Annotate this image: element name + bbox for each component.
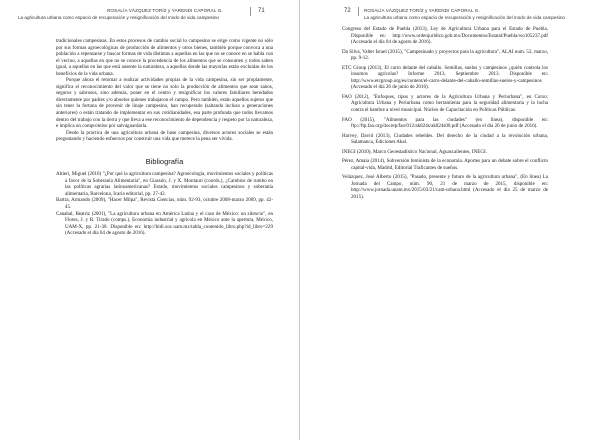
reference-entry: Da Silva, Valter Israel (2015), "Campesinado y proyectos para la agricultura", ALAI num. 52, marzo, pp. 9-12. xyxy=(342,48,548,62)
header-divider xyxy=(250,7,251,16)
reference-entry: ETC Group (2013), El carro delante del caballo. Semillas, suelos y campesinos ¿quién controla los insumos agrícolas? Informe 2013, Septiembre 2013. Disponible en: http://www.etcgroup.org/es/content/el-carro-delante-del-caballo-semillas-suelos-y-campesinos (Accesado el día 26 de junio de 2016). xyxy=(342,64,548,91)
running-header-subtitle: La agricultura urbana como espacio de recuperación y resignificación del modo de vida campesino xyxy=(18,15,219,20)
running-header-authors: ROSALÍA VÁZQUEZ TORÍZ y YARENDI CAPORAL G. xyxy=(364,8,480,13)
reference-entry: Bartra, Armando (2009), "Hacer Milpa", Revista Ciencias, núm. 92-93, octubre 2008-marzo 2009, pp. 42-45. xyxy=(56,197,273,211)
page-number: 72 xyxy=(344,8,351,14)
reference-entry: FAO (2015), "Alimentos para las ciudades" (en línea), disponible en: ftp://ftp.fao.org/docrep/fao/012/ak824s/ak824s00.pdf (Accesado el día 26 de junio de 2016). xyxy=(342,116,548,130)
reference-entry: Congreso del Estado de Puebla (2013), Ley de Agricultura Urbana para el Estado de Puebla, Disponible en: http://www.ordenjuridico.gob.mx/Documentos/Estatal/Puebla/wo105237.pdf (Accesado el día 04 de agosto de 2016). xyxy=(342,26,548,46)
header-divider xyxy=(358,7,359,16)
paragraph: tradicionales campesinas. En estos procesos de cambio social lo campesino se erige como vigente no sólo por sus formas agroecológicas de producción de alimentos y otros bienes, también porque convoca a una población a repensarse y buscar formas de vida distintas a aquellas en las que no se conoce en se habla con el vecino, a aquellas en que no se conoce la procedencia de los alimentos que se consumen y todos saben igual, a aquellas en las que está ausente la naturaleza, a aquellas donde las mayorías están excluidas de los beneficios de la vida urbana. xyxy=(56,38,273,77)
left-page-body xyxy=(56,38,273,237)
paragraph: Porque ahora el retomar a realizar actividades propias de la vida campesina, sin ser propiamente, significa el reconocimiento del valor que se tiene no solo la producción de alimentos que sean sanos, seguros y sabrosos, sino además, poner en el centro y resignificar los valores familiares heredados directamente por padres y/o abuelos quienes trabajaron el campo. Pero también, están aquellos sujetos que sin tener la fortuna de provenir de linaje campesino, han recuperado (saltando incluso a generaciones anteriores) o están tratando de implementar en sus cotidianidades, esa parte profunda que todos llevamos dentro del trabajo con la tierra y que lleva a ese reconocimiento de dependencia y respeto por la naturaleza, e implica un compromiso por salvaguardarla. xyxy=(56,77,273,130)
bibliography-heading: Bibliografía xyxy=(145,156,184,166)
reference-entry: Velázquez, José Alberto (2015), "Pasado, presente y futuro de la agricultura urbana", (En línea) La Jornada del Campo, núm. 90, 21 de marzo de 2015, disponible en: http://www.jornada.unam.mx/2015/03/21/cam-urbana.html (Accesado el día 25 de marzo de 2015). xyxy=(342,174,548,201)
right-page-references xyxy=(342,26,548,204)
running-header-subtitle: La agricultura urbana como espacio de recuperación y resignificación del modo de vida campesino xyxy=(364,15,565,20)
reference-entry: Pérez, Amaia (2014), Subversión feminista de la economía. Aportes para un debate sobre el conflicto capital-vida, Madrid, Editorial Traficantes de sueños. xyxy=(342,158,548,171)
reference-entry: Canabal, Beatriz (2001), "La agricultura urbana en América Latina y el caso de México: un silencio", en Flores, J. y R. Tirado (comps.), Economía industrial y agrícola en México ante la apertura, México, UAM-X, pp. 21-38. Disponible en: http://bidi.xoc.uam.mx/tabla_contenido_libro.php?id_libro=229 (Accesado el día 04 de agosto de 2016). xyxy=(56,210,273,237)
reference-entry: FAO (2012), "Enfoques, tipos y actores de la Agricultura Urbana y Periurbana", en Curso: Agricultura Urbana y Periurbana como herramienta para la seguridad alimentaria y la lucha contra el hambre a nivel municipal. Núcleo de Capacitación en Políticas Públicas. xyxy=(342,93,548,114)
paragraph: Desde la práctica de una agricultura urbana de base campesina, diversos actores sociales se están preguntando y haciendo esfuerzos por construir una vida que merece la pena ser vivida. xyxy=(56,129,273,143)
page-number: 71 xyxy=(258,8,265,14)
reference-entry: Altieri, Miguel (2010) "¿Por qué la agricultura campesina? Agroecología, movimientos sociales y políticas a favor de la Soberanía Alimentaria", en Giassón, J. y X. Montauri (coords.), ¿Cambios de rumbo en las políticas agrarias latinoamericanas? Estado, movimientos sociales campesinos y soberanía alimentaria, Barcelona, Icaria editorial, pp. 27-42. xyxy=(56,171,273,197)
reference-entry: Harvey, David (2013), Ciudades rebeldes. Del derecho de la ciudad a la revolución urbana, Salamanca, Ediciones Akal. xyxy=(342,132,548,146)
running-header-authors: ROSALÍA VÁZQUEZ TORÍZ y YARENDI CAPORAL G. xyxy=(107,8,223,13)
reference-entry: INEGI (2010), Marco Geoestadístico Nacional, Aguascalientes, INEGI. xyxy=(342,148,487,155)
